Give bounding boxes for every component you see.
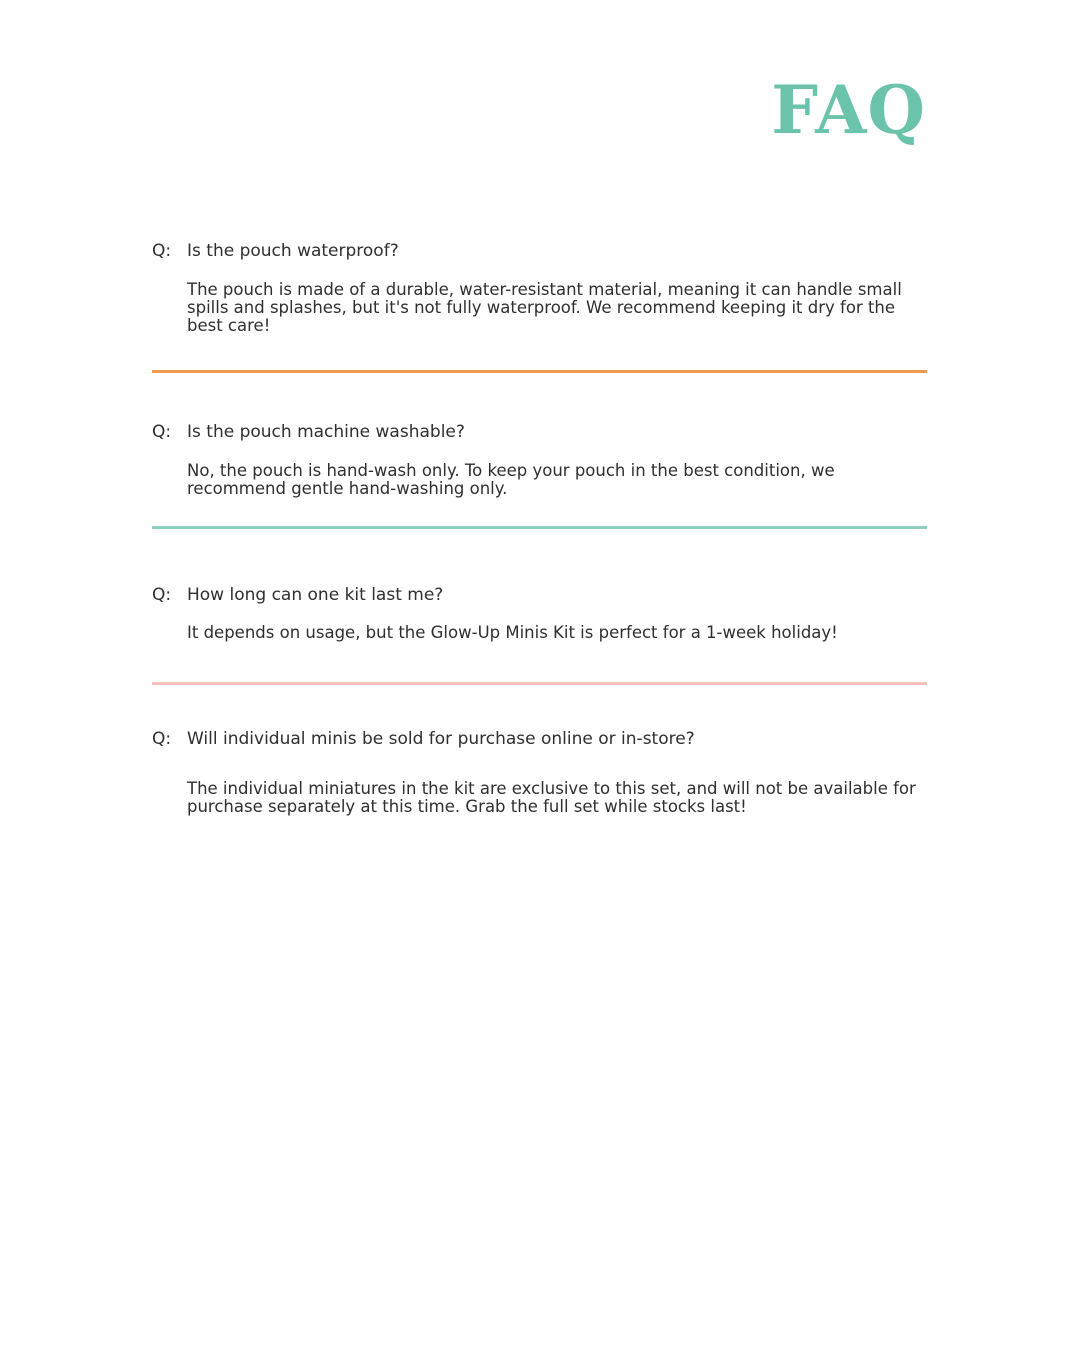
question-prefix: Q:: [152, 729, 172, 749]
page-title: FAQ: [771, 71, 926, 149]
divider-orange: [152, 370, 927, 373]
faq-item-individual-minis: [152, 728, 927, 816]
faq-item-waterproof: [152, 240, 927, 335]
faq-item-washable: [152, 421, 927, 498]
faq-item-kit-duration: [152, 584, 927, 642]
question-row: [152, 584, 927, 606]
answer-text: It depends on usage, but the Glow-Up Minis Kit is perfect for a 1-week holiday!: [187, 623, 838, 642]
question-text: Is the pouch waterproof?: [187, 241, 399, 261]
divider-pink: [152, 682, 927, 685]
question-text: Will individual minis be sold for purchase online or in-store?: [187, 729, 695, 749]
answer-text: No, the pouch is hand-wash only. To keep your pouch in the best condition, we recommend gentle hand-washing only.: [187, 461, 835, 498]
question-text: Is the pouch machine washable?: [187, 422, 465, 442]
question-text: How long can one kit last me?: [187, 585, 444, 605]
divider-teal: [152, 526, 927, 529]
question-row: [152, 421, 927, 443]
question-prefix: Q:: [152, 422, 172, 442]
question-prefix: Q:: [152, 585, 172, 605]
question-prefix: Q:: [152, 241, 172, 261]
question-row: [152, 240, 927, 262]
answer-text: The pouch is made of a durable, water-resistant material, meaning it can handle small spills and splashes, but it's not fully waterproof. We recommend keeping it dry for the best care!: [187, 280, 902, 335]
answer-text: The individual miniatures in the kit are exclusive to this set, and will not be available for purchase separately at this time. Grab the full set while stocks last!: [187, 779, 916, 816]
question-row: [152, 728, 927, 750]
